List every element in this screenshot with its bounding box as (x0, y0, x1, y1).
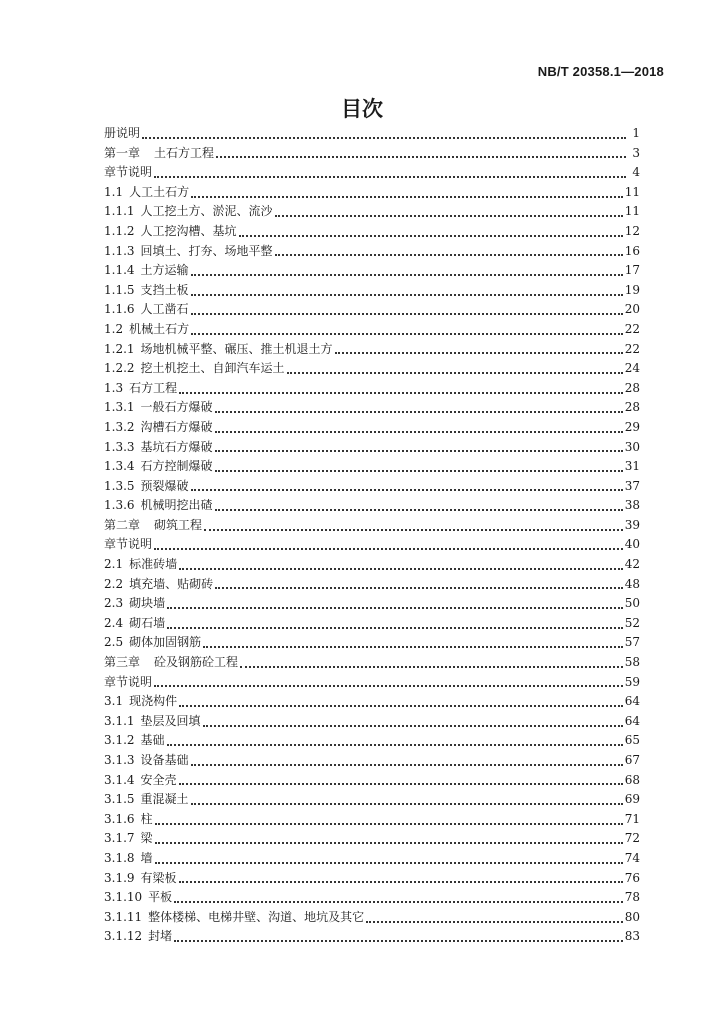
toc-entry-title: 标准砖墙 (129, 557, 178, 572)
toc-entry-number: 1.1.3 (104, 243, 135, 258)
toc-entry-title: 砌石墙 (129, 615, 166, 630)
toc-entry[interactable] (104, 594, 640, 614)
toc-entry-page: 78 (624, 890, 640, 905)
toc-entry-page: 29 (624, 419, 640, 434)
toc-entry-title: 一般石方爆破 (140, 400, 213, 415)
toc-entry-page: 16 (624, 243, 640, 258)
toc-entry[interactable] (104, 849, 640, 869)
toc-entry[interactable] (104, 183, 640, 203)
toc-entry-title: 土方运输 (140, 263, 189, 278)
toc-leader-dots (240, 666, 623, 668)
toc-entry-number: 1.3.1 (104, 400, 135, 415)
toc-leader-dots (191, 196, 623, 198)
toc-leader-dots (167, 627, 623, 629)
toc-leader-dots (239, 235, 623, 237)
page-title: 目次 (341, 97, 383, 121)
toc-entry-number: 第一章 (104, 145, 141, 160)
toc-entry[interactable] (104, 869, 640, 889)
toc-entry-page: 57 (624, 635, 640, 650)
toc-leader-dots (174, 940, 623, 942)
toc-entry-title: 安全壳 (140, 772, 177, 787)
toc-entry-page: 83 (624, 929, 640, 944)
toc-entry-title: 册说明 (104, 126, 141, 140)
toc-leader-dots (179, 392, 623, 394)
toc-entry-title: 支挡土板 (140, 282, 189, 297)
toc-entry-title: 整体楼梯、电梯井壁、沟道、地坑及其它 (148, 909, 365, 924)
toc-leader-dots (203, 725, 623, 727)
toc-entry-title: 回填土、打夯、场地平整 (140, 243, 273, 258)
toc-entry-page: 20 (624, 302, 640, 317)
toc-leader-dots (154, 176, 626, 178)
toc-entry-title: 挖土机挖土、自卸汽车运土 (140, 361, 285, 376)
toc-entry[interactable] (104, 888, 640, 908)
toc-leader-dots (191, 294, 623, 296)
toc-entry-page: 50 (624, 596, 640, 611)
toc-entry-page: 19 (624, 282, 640, 297)
toc-entry[interactable] (104, 712, 640, 732)
toc-entry-title: 填充墙、贴砌砖 (129, 576, 214, 591)
toc-leader-dots (215, 411, 623, 413)
toc-leader-dots (155, 823, 623, 825)
toc-entry[interactable] (104, 829, 640, 849)
toc-entry-number: 2.4 (104, 615, 124, 630)
toc-entry[interactable] (104, 438, 640, 458)
toc-entry[interactable] (104, 614, 640, 634)
toc-entry-number: 1.3.4 (104, 459, 135, 474)
toc-leader-dots (191, 764, 623, 766)
toc-entry-page: 74 (624, 850, 640, 865)
toc-entry-page: 31 (624, 459, 640, 474)
toc-entry-page: 48 (624, 576, 640, 591)
toc-entry[interactable] (104, 418, 640, 438)
toc-leader-dots (191, 489, 623, 491)
toc-entry-page: 64 (624, 694, 640, 709)
toc-entry-title: 设备基础 (140, 753, 189, 767)
toc-leader-dots (179, 783, 623, 785)
toc-leader-dots (154, 685, 623, 687)
toc-entry[interactable] (104, 810, 640, 830)
toc-entry-number: 2.2 (104, 576, 124, 591)
toc-entry-number: 3.1.4 (104, 772, 135, 787)
toc-entry-page: 11 (624, 184, 640, 199)
toc-entry-number: 1.3.2 (104, 419, 135, 434)
toc-leader-dots (204, 529, 623, 531)
toc-entry-page: 30 (624, 439, 640, 454)
toc-entry[interactable] (104, 398, 640, 418)
toc-entry[interactable] (104, 927, 640, 947)
toc-leader-dots (335, 352, 623, 354)
toc-leader-dots (155, 862, 623, 864)
toc-entry-page: 42 (624, 557, 640, 572)
toc-leader-dots (203, 646, 623, 648)
toc-leader-dots (215, 470, 623, 472)
toc-entry-page: 38 (624, 498, 640, 513)
toc-entry-page: 28 (624, 380, 640, 395)
toc-entry-page: 72 (624, 831, 640, 846)
toc-leader-dots (179, 568, 623, 570)
toc-entry[interactable] (104, 633, 640, 653)
toc-entry-number: 2.1 (104, 557, 124, 572)
toc-entry-number: 1.2.1 (104, 341, 135, 356)
toc-entry[interactable] (104, 653, 640, 673)
toc-entry[interactable] (104, 790, 640, 810)
toc-entry-title: 场地机械平整、碾压、推土机退土方 (140, 341, 333, 356)
toc-entry-title: 章节说明 (104, 165, 153, 180)
toc-entry-page: 76 (624, 870, 640, 885)
toc-entry-title: 砌块墙 (129, 596, 166, 611)
toc-leader-dots (167, 744, 623, 746)
toc-entry-page: 52 (624, 615, 640, 630)
toc-entry-number: 3.1.6 (104, 811, 135, 826)
toc-entry-number: 1.2.2 (104, 361, 135, 376)
toc-entry[interactable] (104, 124, 640, 144)
toc-entry-page: 71 (624, 811, 640, 826)
toc-entry-title: 章节说明 (104, 674, 153, 689)
toc-entry-number: 3.1.2 (104, 733, 135, 748)
toc-entry-page: 65 (624, 733, 640, 748)
table-of-contents (104, 124, 640, 947)
toc-entry[interactable] (104, 673, 640, 693)
toc-entry-title: 梁 (140, 831, 153, 846)
toc-entry[interactable] (104, 751, 640, 771)
toc-entry[interactable] (104, 163, 640, 183)
toc-entry-page: 59 (624, 674, 640, 689)
toc-leader-dots (215, 431, 623, 433)
toc-entry-title: 垫层及回填 (140, 713, 201, 728)
toc-entry-page: 17 (624, 263, 640, 278)
toc-entry-page: 37 (624, 478, 640, 493)
toc-entry-number: 3.1.11 (104, 909, 143, 924)
toc-entry[interactable] (104, 261, 640, 281)
toc-entry-title: 墙 (140, 850, 153, 865)
toc-entry-title: 基础 (140, 733, 165, 748)
toc-entry-page: 68 (624, 772, 640, 787)
toc-entry-title: 机械土石方 (129, 321, 190, 336)
toc-entry-page: 80 (624, 909, 640, 924)
toc-leader-dots (215, 450, 623, 452)
toc-entry-number: 3.1.7 (104, 831, 135, 846)
toc-entry[interactable] (104, 477, 640, 497)
toc-entry-number: 3.1.3 (104, 753, 135, 767)
toc-entry-page: 24 (624, 361, 640, 376)
toc-entry-page: 67 (624, 753, 640, 767)
toc-leader-dots (179, 881, 623, 883)
toc-entry-page: 1 (632, 126, 640, 140)
toc-leader-dots (154, 548, 623, 550)
toc-entry[interactable] (104, 202, 640, 222)
toc-entry-number: 1.3 (104, 380, 124, 395)
toc-leader-dots (191, 274, 623, 276)
toc-entry-page: 69 (624, 792, 640, 807)
toc-entry-page: 11 (624, 204, 640, 219)
toc-entry-title: 石方控制爆破 (140, 459, 213, 474)
toc-entry[interactable] (104, 496, 640, 516)
toc-entry[interactable] (104, 457, 640, 477)
toc-entry-page: 12 (624, 223, 640, 238)
toc-entry[interactable] (104, 575, 640, 595)
toc-entry-number: 1.1 (104, 184, 124, 199)
toc-entry[interactable] (104, 731, 640, 751)
toc-leader-dots (275, 254, 623, 256)
toc-leader-dots (155, 842, 623, 844)
toc-leader-dots (174, 901, 623, 903)
toc-entry-number: 1.1.2 (104, 223, 135, 238)
toc-entry-title: 机械明挖出碴 (140, 498, 213, 513)
toc-entry-title: 人工凿石 (140, 302, 189, 317)
toc-entry-page: 22 (624, 321, 640, 336)
toc-entry-title: 沟槽石方爆破 (140, 419, 213, 434)
toc-entry[interactable] (104, 516, 640, 536)
toc-leader-dots (142, 137, 626, 139)
toc-entry[interactable] (104, 555, 640, 575)
toc-entry-title: 砌筑工程 (154, 517, 203, 532)
toc-entry-number: 3.1.1 (104, 713, 135, 728)
toc-entry[interactable] (104, 359, 640, 379)
toc-entry-page: 3 (632, 145, 640, 160)
toc-entry-number: 1.1.4 (104, 263, 135, 278)
toc-entry-page: 22 (624, 341, 640, 356)
toc-entry[interactable] (104, 771, 640, 791)
toc-entry-page: 28 (624, 400, 640, 415)
toc-entry[interactable] (104, 222, 640, 242)
toc-entry-title: 土石方工程 (154, 145, 215, 160)
toc-entry-number: 1.2 (104, 321, 124, 336)
toc-leader-dots (216, 156, 626, 158)
toc-entry-title: 柱 (140, 811, 153, 826)
toc-entry[interactable] (104, 340, 640, 360)
toc-entry-title: 人工挖沟槽、基坑 (140, 223, 237, 238)
toc-leader-dots (275, 215, 623, 217)
toc-entry-number: 第三章 (104, 655, 141, 670)
toc-entry-number: 2.3 (104, 596, 124, 611)
toc-entry-number: 3.1 (104, 694, 124, 709)
toc-entry-number: 3.1.5 (104, 792, 135, 807)
toc-leader-dots (191, 313, 623, 315)
toc-entry-number: 3.1.8 (104, 850, 135, 865)
toc-entry[interactable] (104, 300, 640, 320)
toc-leader-dots (191, 803, 623, 805)
toc-entry[interactable] (104, 242, 640, 262)
toc-entry-title: 砼及钢筋砼工程 (154, 655, 239, 670)
toc-entry-title: 有梁板 (140, 870, 177, 885)
toc-entry-title: 重混凝土 (140, 792, 189, 807)
toc-entry-page: 58 (624, 655, 640, 670)
toc-entry-title: 平板 (148, 890, 173, 905)
toc-entry-title: 基坑石方爆破 (140, 439, 213, 454)
toc-leader-dots (191, 333, 623, 335)
toc-entry-number: 1.3.5 (104, 478, 135, 493)
toc-leader-dots (215, 509, 623, 511)
toc-entry[interactable] (104, 320, 640, 340)
toc-entry-title: 现浇构件 (129, 694, 178, 709)
toc-entry-number: 3.1.10 (104, 890, 143, 905)
toc-entry-number: 1.1.1 (104, 204, 135, 219)
toc-entry-number: 1.3.6 (104, 498, 135, 513)
toc-entry-title: 章节说明 (104, 537, 153, 552)
toc-entry[interactable] (104, 379, 640, 399)
toc-entry[interactable] (104, 692, 640, 712)
toc-entry-page: 40 (624, 537, 640, 552)
toc-entry-number: 2.5 (104, 635, 124, 650)
toc-entry-title: 砌体加固钢筋 (129, 635, 202, 650)
standard-code: NB/T 20358.1—2018 (537, 64, 664, 79)
toc-entry-number: 1.1.5 (104, 282, 135, 297)
toc-entry-title: 预裂爆破 (140, 478, 189, 493)
toc-entry[interactable] (104, 908, 640, 928)
toc-entry-number: 3.1.9 (104, 870, 135, 885)
toc-entry-title: 人工土石方 (129, 184, 190, 199)
toc-entry-title: 人工挖土方、淤泥、流沙 (140, 204, 273, 219)
toc-leader-dots (366, 921, 623, 923)
toc-entry-number: 1.1.6 (104, 302, 135, 317)
toc-entry[interactable] (104, 535, 640, 555)
toc-entry[interactable] (104, 281, 640, 301)
toc-entry-number: 3.1.12 (104, 929, 143, 944)
toc-entry-page: 39 (624, 517, 640, 532)
toc-leader-dots (167, 607, 623, 609)
toc-leader-dots (287, 372, 623, 374)
toc-entry-title: 石方工程 (129, 380, 178, 395)
toc-leader-dots (215, 587, 623, 589)
toc-entry-number: 第二章 (104, 517, 141, 532)
toc-leader-dots (179, 705, 623, 707)
toc-entry-page: 64 (624, 713, 640, 728)
toc-entry[interactable] (104, 144, 640, 164)
toc-entry-page: 4 (632, 165, 640, 180)
toc-entry-title: 封堵 (148, 929, 173, 944)
toc-entry-number: 1.3.3 (104, 439, 135, 454)
